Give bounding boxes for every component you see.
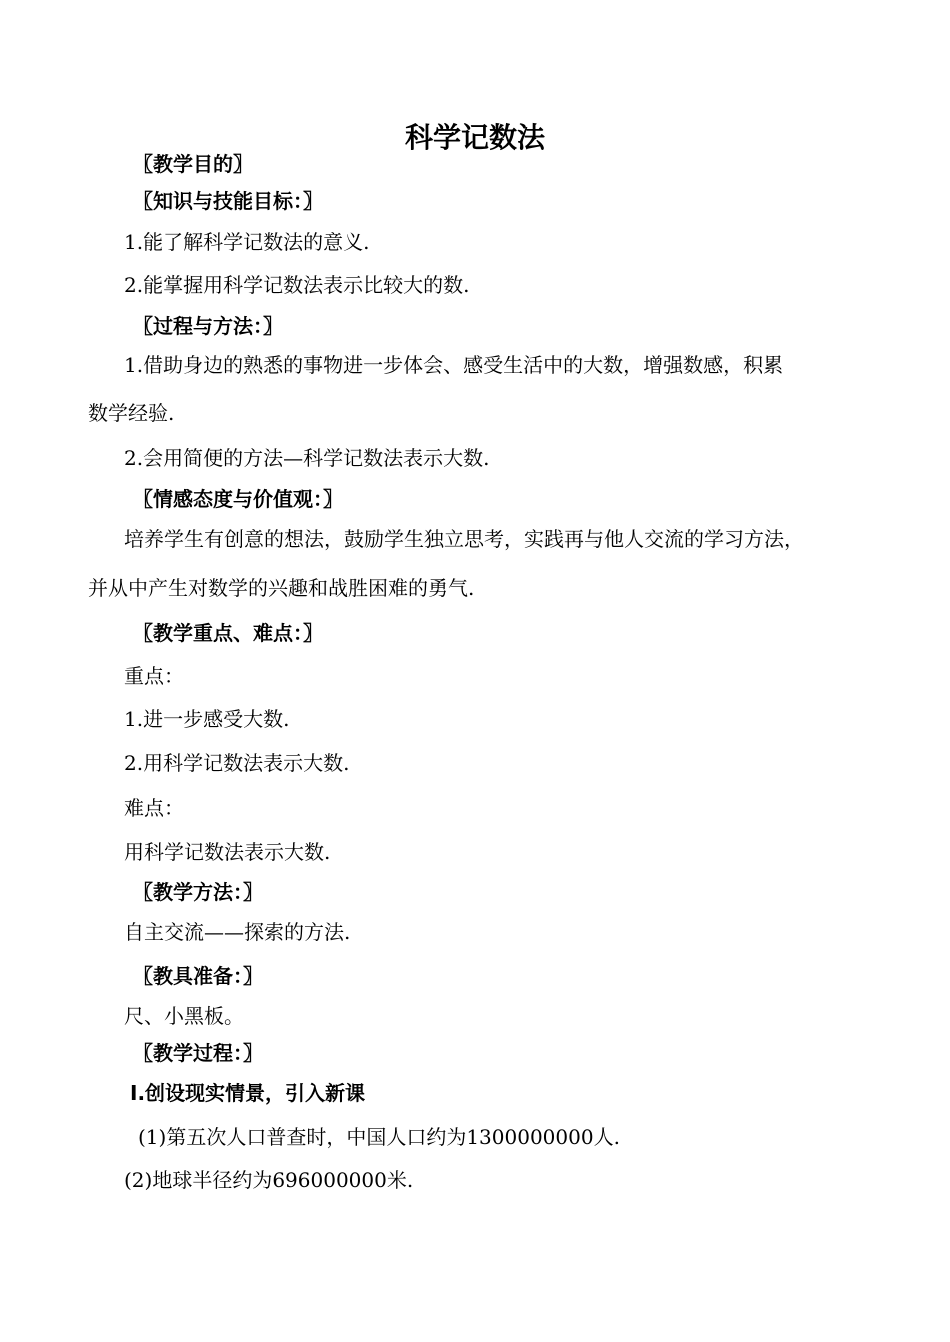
text-line: 2.会用简便的方法—科学记数法表示大数. — [124, 446, 490, 470]
text-line: 培养学生有创意的想法，鼓励学生独立思考，实践再与他人交流的学习方法， — [124, 527, 804, 551]
text-line: 1.能了解科学记数法的意义. — [124, 230, 370, 254]
heading-key-difficult-points: 〖教学重点、难点：〗 — [133, 621, 323, 645]
text-line: (2)地球半径约为696000000米. — [124, 1168, 414, 1192]
text-line: 2.能掌握用科学记数法表示比较大的数. — [124, 273, 470, 297]
text-line: 数学经验. — [88, 401, 175, 425]
heading-teaching-purpose: 〖教学目的〗 — [133, 152, 253, 176]
heading-teaching-process: 〖教学过程：〗 — [133, 1041, 263, 1065]
text-line: 1.进一步感受大数. — [124, 707, 290, 731]
heading-knowledge-skill: 〖知识与技能目标：〗 — [133, 189, 323, 213]
text-line: (1)第五次人口普查时，中国人口约为1300000000人. — [138, 1125, 620, 1149]
document-title: 科学记数法 — [404, 121, 545, 154]
text-line: 1.借助身边的熟悉的事物进一步体会、感受生活中的大数，增强数感，积累 — [124, 353, 784, 377]
text-line: 重点： — [124, 664, 184, 688]
heading-process-method: 〖过程与方法：〗 — [133, 314, 283, 338]
heading-teaching-aids: 〖教具准备：〗 — [133, 964, 263, 988]
text-line: 2.用科学记数法表示大数. — [124, 751, 350, 775]
text-line: 并从中产生对数学的兴趣和战胜困难的勇气. — [88, 576, 475, 600]
text-line: 尺、小黑板。 — [124, 1004, 244, 1028]
section-heading: Ⅰ.创设现实情景，引入新课 — [130, 1081, 366, 1105]
text-line: 难点： — [124, 796, 184, 820]
heading-emotion-values: 〖情感态度与价值观：〗 — [133, 487, 343, 511]
heading-teaching-method: 〖教学方法：〗 — [133, 880, 263, 904]
text-line: 自主交流——探索的方法. — [124, 920, 351, 944]
text-line: 用科学记数法表示大数. — [124, 840, 331, 864]
